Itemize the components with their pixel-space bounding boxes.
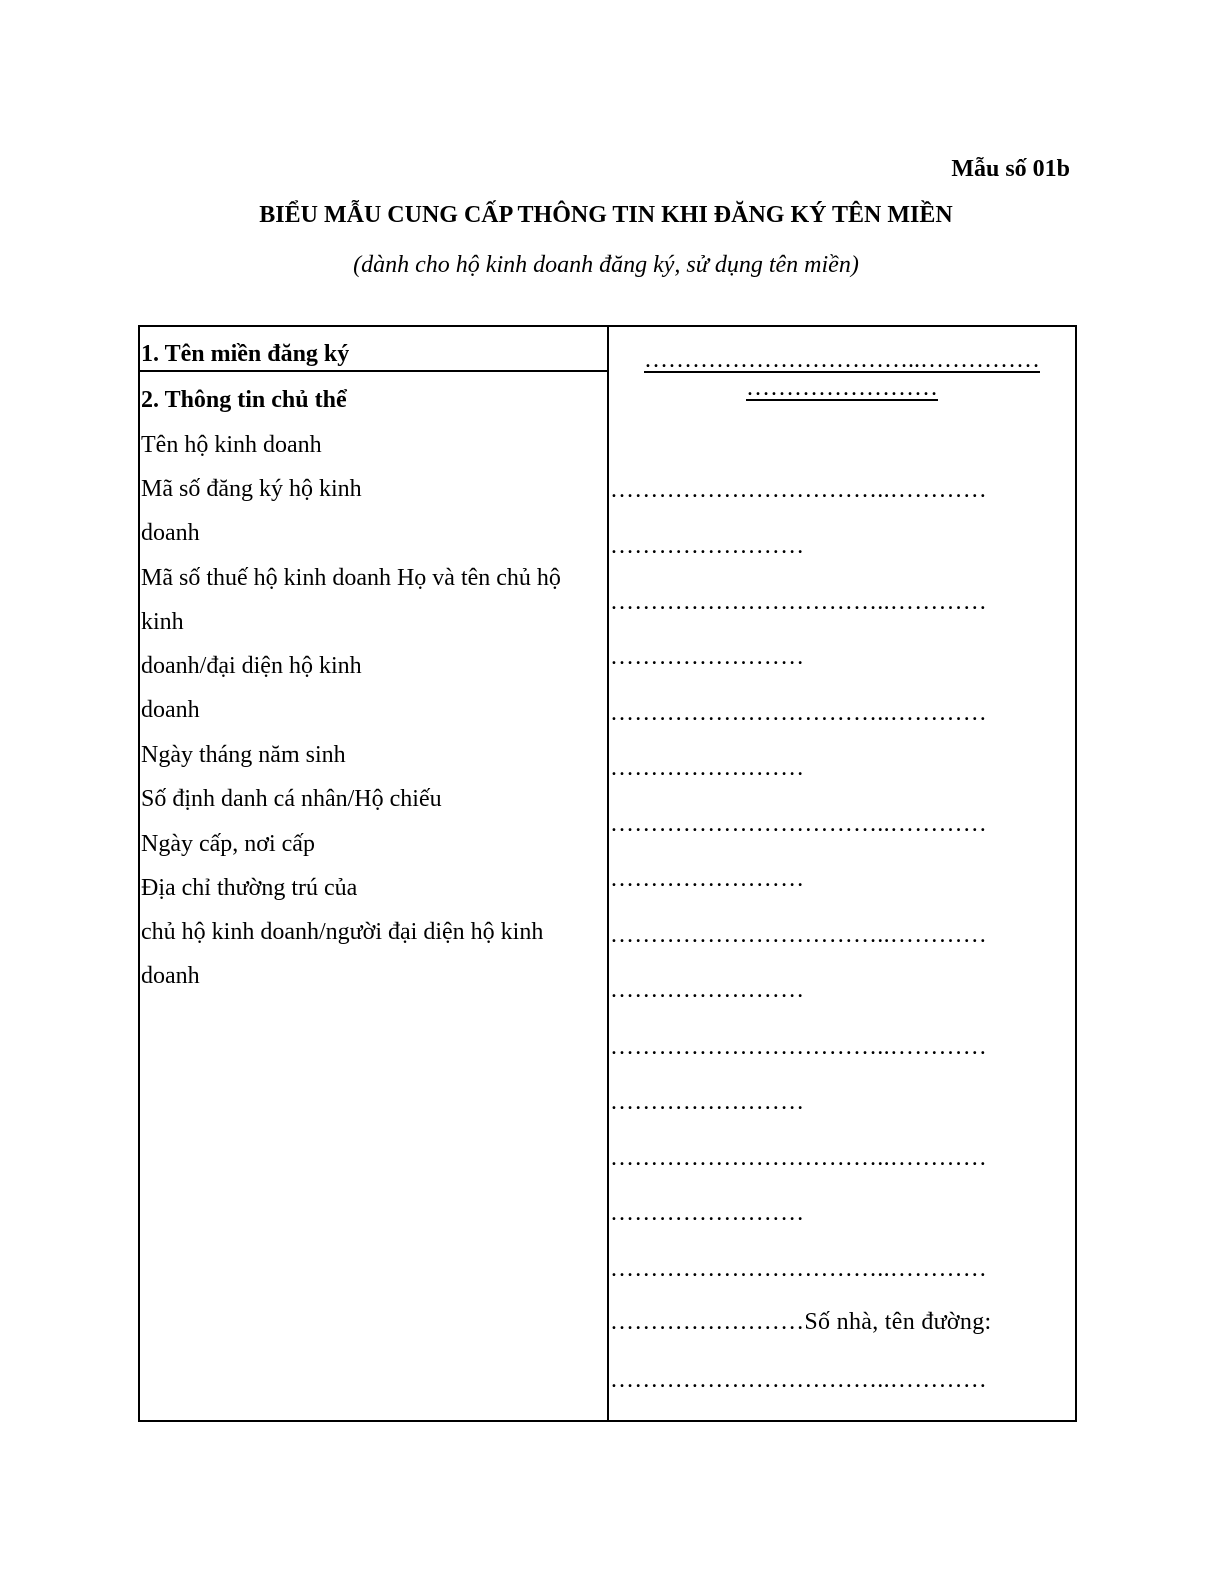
- domain-field[interactable]: [609, 345, 1075, 375]
- field-label: doanh: [141, 963, 200, 989]
- field-label: Mã số đăng ký hộ kinh: [141, 476, 362, 502]
- fill-in-line[interactable]: ……………………………..…………: [610, 1145, 988, 1171]
- field-label: Địa chỉ thường trú của: [141, 875, 358, 901]
- fill-in-line[interactable]: ……………………: [610, 644, 805, 670]
- field-label: kinh: [141, 609, 184, 635]
- field-label: chủ hộ kinh doanh/người đại diện hộ kinh: [141, 919, 544, 945]
- domain-field-line2: ……………………: [746, 375, 938, 401]
- field-label: doanh/đại diện hộ kinh: [141, 653, 362, 679]
- domain-field-continued[interactable]: [609, 373, 1075, 403]
- field-label: Số định danh cá nhân/Hộ chiếu: [141, 786, 442, 812]
- fill-in-line[interactable]: ……………………: [610, 533, 805, 559]
- document-title: BIỂU MẪU CUNG CẤP THÔNG TIN KHI ĐĂNG KÝ TÊN MIỀN: [259, 202, 953, 228]
- fill-in-line[interactable]: ……………………………..…………: [610, 477, 988, 503]
- fill-in-line[interactable]: ……………………………..…………: [610, 1034, 988, 1060]
- field-label: Ngày cấp, nơi cấp: [141, 831, 315, 857]
- row-divider: [140, 370, 608, 372]
- field-label: Mã số thuế hộ kinh doanh Họ và tên chủ hộ: [141, 565, 561, 591]
- domain-label: 1. Tên miền đăng ký: [141, 341, 350, 367]
- fill-in-line[interactable]: ……………………: [610, 866, 805, 892]
- fill-in-line[interactable]: ……………………………..…………: [610, 589, 988, 615]
- form-code: Mẫu số 01b: [951, 156, 1070, 182]
- section-2-title: 2. Thông tin chủ thể: [141, 387, 347, 413]
- fill-in-line[interactable]: ……………………………..…………: [610, 700, 988, 726]
- field-label: Ngày tháng năm sinh: [141, 742, 346, 768]
- fill-in-line[interactable]: ……………………………..…………: [610, 811, 988, 837]
- field-label: doanh: [141, 697, 200, 723]
- street-address-line[interactable]: ……………………Số nhà, tên đường:: [610, 1309, 992, 1335]
- fill-in-line[interactable]: ……………………: [610, 1089, 805, 1115]
- fill-in-line[interactable]: ……………………………..…………: [610, 1367, 988, 1393]
- fill-in-line[interactable]: ……………………………..…………: [610, 1256, 988, 1282]
- field-label: Tên hộ kinh doanh: [141, 432, 322, 458]
- fill-in-line[interactable]: ……………………: [610, 977, 805, 1003]
- fill-in-line[interactable]: ……………………: [610, 1200, 805, 1226]
- document-subtitle: (dành cho hộ kinh doanh đăng ký, sử dụng tên miền): [353, 252, 859, 278]
- form-table: [138, 325, 1077, 1422]
- fill-in-line[interactable]: ……………………: [610, 755, 805, 781]
- field-label: doanh: [141, 520, 200, 546]
- fill-in-line[interactable]: ……………………………..…………: [610, 922, 988, 948]
- domain-field-line1: ……………………………..……………: [644, 347, 1040, 373]
- column-divider: [607, 327, 609, 1420]
